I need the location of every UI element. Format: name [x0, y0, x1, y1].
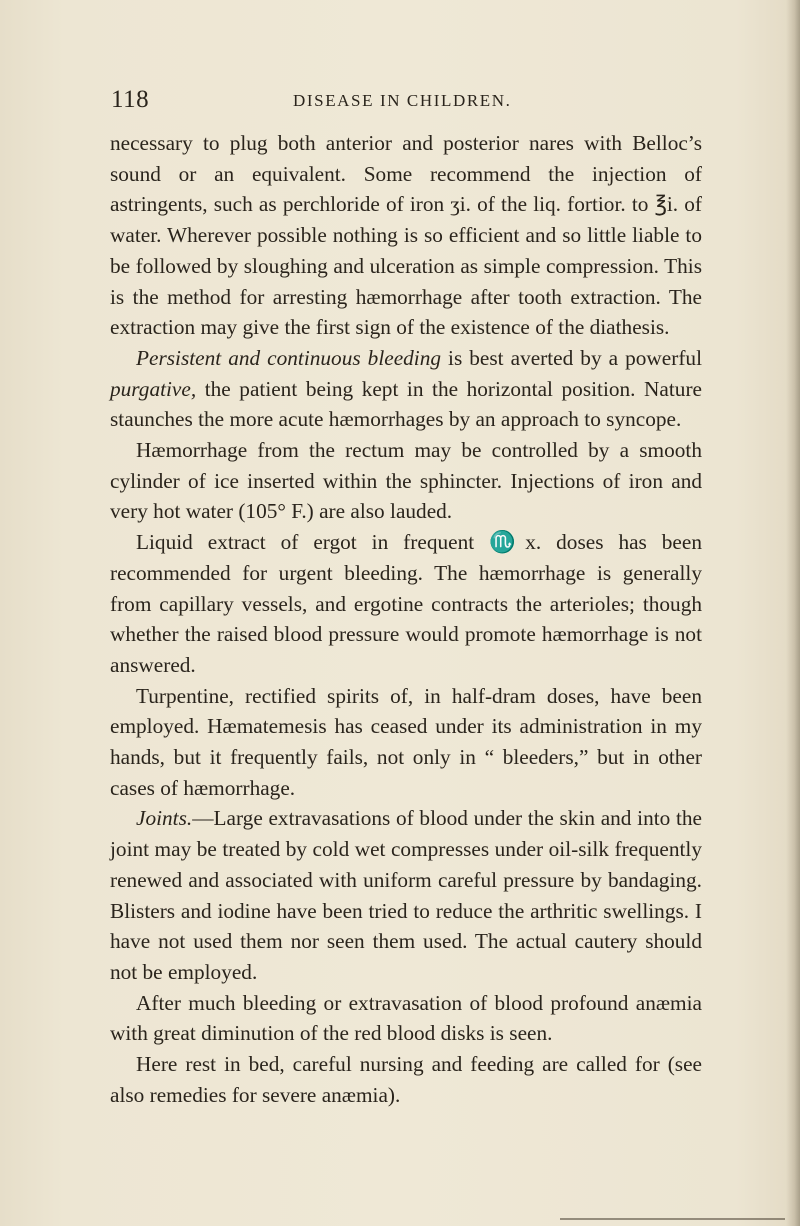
italic-purgative: purgative, [110, 376, 197, 401]
paragraph-8: Here rest in bed, careful nursing and feeding are called for (see also remedies for severe anæmia). [110, 1052, 702, 1107]
paragraph-7: After much bleeding or extravasation of blood profound anæmia with great diminution of the red blood disks is seen. [110, 990, 702, 1046]
paragraph-6 [110, 803, 702, 987]
paragraph-1: necessary to plug both anterior and posterior nares with Belloc’s sound or an equivalent. Some recommend the injection of astringents, such as perchloride of iron ʒi. of the liq. fortior. to ℥i. of water. Wherever possible nothing is so efficient and so little liable to be followed by sloughing and ulceration as simple compression. This is the method for arresting hæmorrhage after tooth extraction. The extraction may give the first sign of the existence of the diathesis. [110, 131, 702, 340]
paragraph-4: Liquid extract of ergot in frequent ♏x. doses has been recommended for urgent bleeding. The hæmorrhage is generally from capillary vessels, and ergotine contracts the arterioles; though whether the raised blood pressure would promote hæmorrhage is not answered. [110, 530, 702, 677]
bottom-edge-line [560, 1218, 785, 1220]
page-header [111, 86, 701, 116]
italic-heading-persistent-bleeding: Persistent and continuous bleeding [136, 345, 442, 370]
running-head: DISEASE IN CHILDREN. [293, 91, 512, 110]
paragraph-6-text: —Large extravasations of blood under the skin and into the joint may be treated by cold wet compresses under oil-silk frequently renewed and associated with uniform careful pressure by bandaging. Blisters and iodine have been tried to reduce the arthritic swellings. I have not used them nor seen them used. The actual cautery should not be employed. [110, 806, 702, 984]
paragraph-2 [110, 343, 702, 435]
italic-heading-joints: Joints. [136, 806, 193, 831]
paragraph-3: Hæmorrhage from the rectum may be controlled by a smooth cylinder of ice inserted within the sphincter. Injections of iron and very hot water (105° F.) are also lauded. [110, 438, 702, 524]
paragraph-2-text-1: is best averted by a powerful [441, 345, 702, 370]
paragraph-5: Turpentine, rectified spirits of, in half-dram doses, have been employed. Hæmatemesis has ceased under its administration in my hands, but it frequently fails, not only in “ bleeders,” but in other cases of hæmorrhage. [110, 683, 702, 800]
body-text [110, 128, 702, 1111]
paragraph-2-text-2: the patient being kept in the horizontal position. Nature staunches the more acute hæmorrhages by an approach to syncope. [110, 376, 702, 432]
page-edge-shadow [786, 0, 800, 1226]
page-number: 118 [111, 86, 150, 113]
